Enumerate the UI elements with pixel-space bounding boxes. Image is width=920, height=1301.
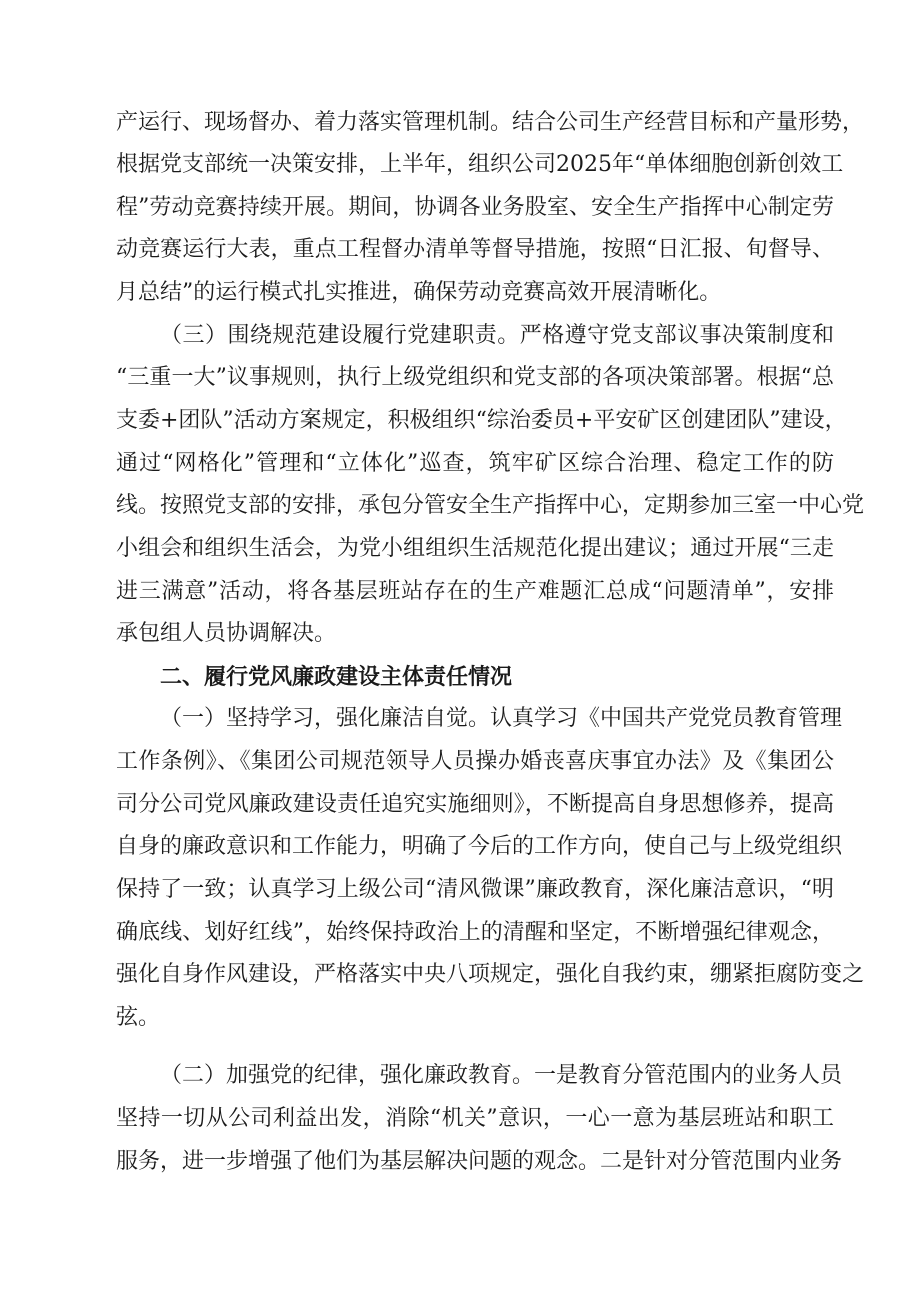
paragraph-line: （二）加强党的纪律，强化廉政教育。一是教育分管范围内的业务人员 (160, 1063, 843, 1088)
paragraph-line: 动竞赛运行大表，重点工程督办清单等督导措施，按照“日汇报、旬督导、 (116, 237, 834, 262)
paragraph-line: 承包组人员协调解决。 (116, 621, 337, 646)
paragraph-line: 月总结”的运行模式扎实推进，确保劳动竞赛高效开展清晰化。 (116, 280, 722, 305)
paragraph-line: 小组会和组织生活会，为党小组组织生活规范化提出建议；通过开展“三走 (116, 536, 834, 561)
paragraph-line: 坚持一切从公司利益出发，消除“机关”意识，一心一意为基层班站和职工 (116, 1106, 834, 1131)
paragraph-line: 工作条例》、《集团公司规范领导人员操办婚丧喜庆事宜办法》及《集团公 (116, 749, 834, 774)
paragraph-line: “三重一大”议事规则，执行上级党组织和党支部的各项决策部署。根据“总 (116, 365, 834, 390)
paragraph-line: 弦。 (116, 1005, 161, 1030)
paragraph-line: 产运行、现场督办、着力落实管理机制。结合公司生产经营目标和产量形势， (116, 110, 865, 135)
paragraph-line: 支委+团队”活动方案规定，积极组织“综治委员+平安矿区创建团队”建设， (116, 408, 847, 433)
paragraph-line: 根据党支部统一决策安排，上半年，组织公司2025年“单体细胞创新创效工 (116, 152, 844, 177)
paragraph-line: （一）坚持学习，强化廉洁自觉。认真学习《中国共产党党员教育管理 (160, 706, 843, 731)
section-heading: 二、履行党风廉政建设主体责任情况 (160, 664, 513, 690)
paragraph-line: 通过“网格化”管理和“立体化”巡查，筑牢矿区综合治理、稳定工作的防 (116, 451, 834, 476)
paragraph-line: 进三满意”活动，将各基层班站存在的生产难题汇总成“问题清单”，安排 (116, 579, 834, 604)
paragraph-line: 保持了一致；认真学习上级公司“清风微课”廉政教育，深化廉洁意识，“明 (116, 877, 834, 902)
paragraph-line: 线。按照党支部的安排，承包分管安全生产指挥中心，定期参加三室一中心党 (116, 493, 865, 518)
paragraph-line: 确底线、划好红线”，始终保持政治上的清醒和坚定，不断增强纪律观念， (116, 920, 834, 945)
paragraph-line: 司分公司党风廉政建设责任追究实施细则》，不断提高自身思想修养，提高 (116, 792, 834, 817)
paragraph-line: （三）围绕规范建设履行党建职责。严格遵守党支部议事决策制度和 (160, 323, 834, 348)
paragraph-line: 程”劳动竞赛持续开展。期间，协调各业务股室、安全生产指挥中心制定劳 (116, 195, 834, 220)
paragraph-line: 自身的廉政意识和工作能力，明确了今后的工作方向，使自己与上级党组织 (116, 834, 843, 859)
paragraph-line: 服务，进一步增强了他们为基层解决问题的观念。二是针对分管范围内业务 (116, 1149, 843, 1174)
paragraph-line: 强化自身作风建设，严格落实中央八项规定，强化自我约束，绷紧拒腐防变之 (116, 962, 865, 987)
